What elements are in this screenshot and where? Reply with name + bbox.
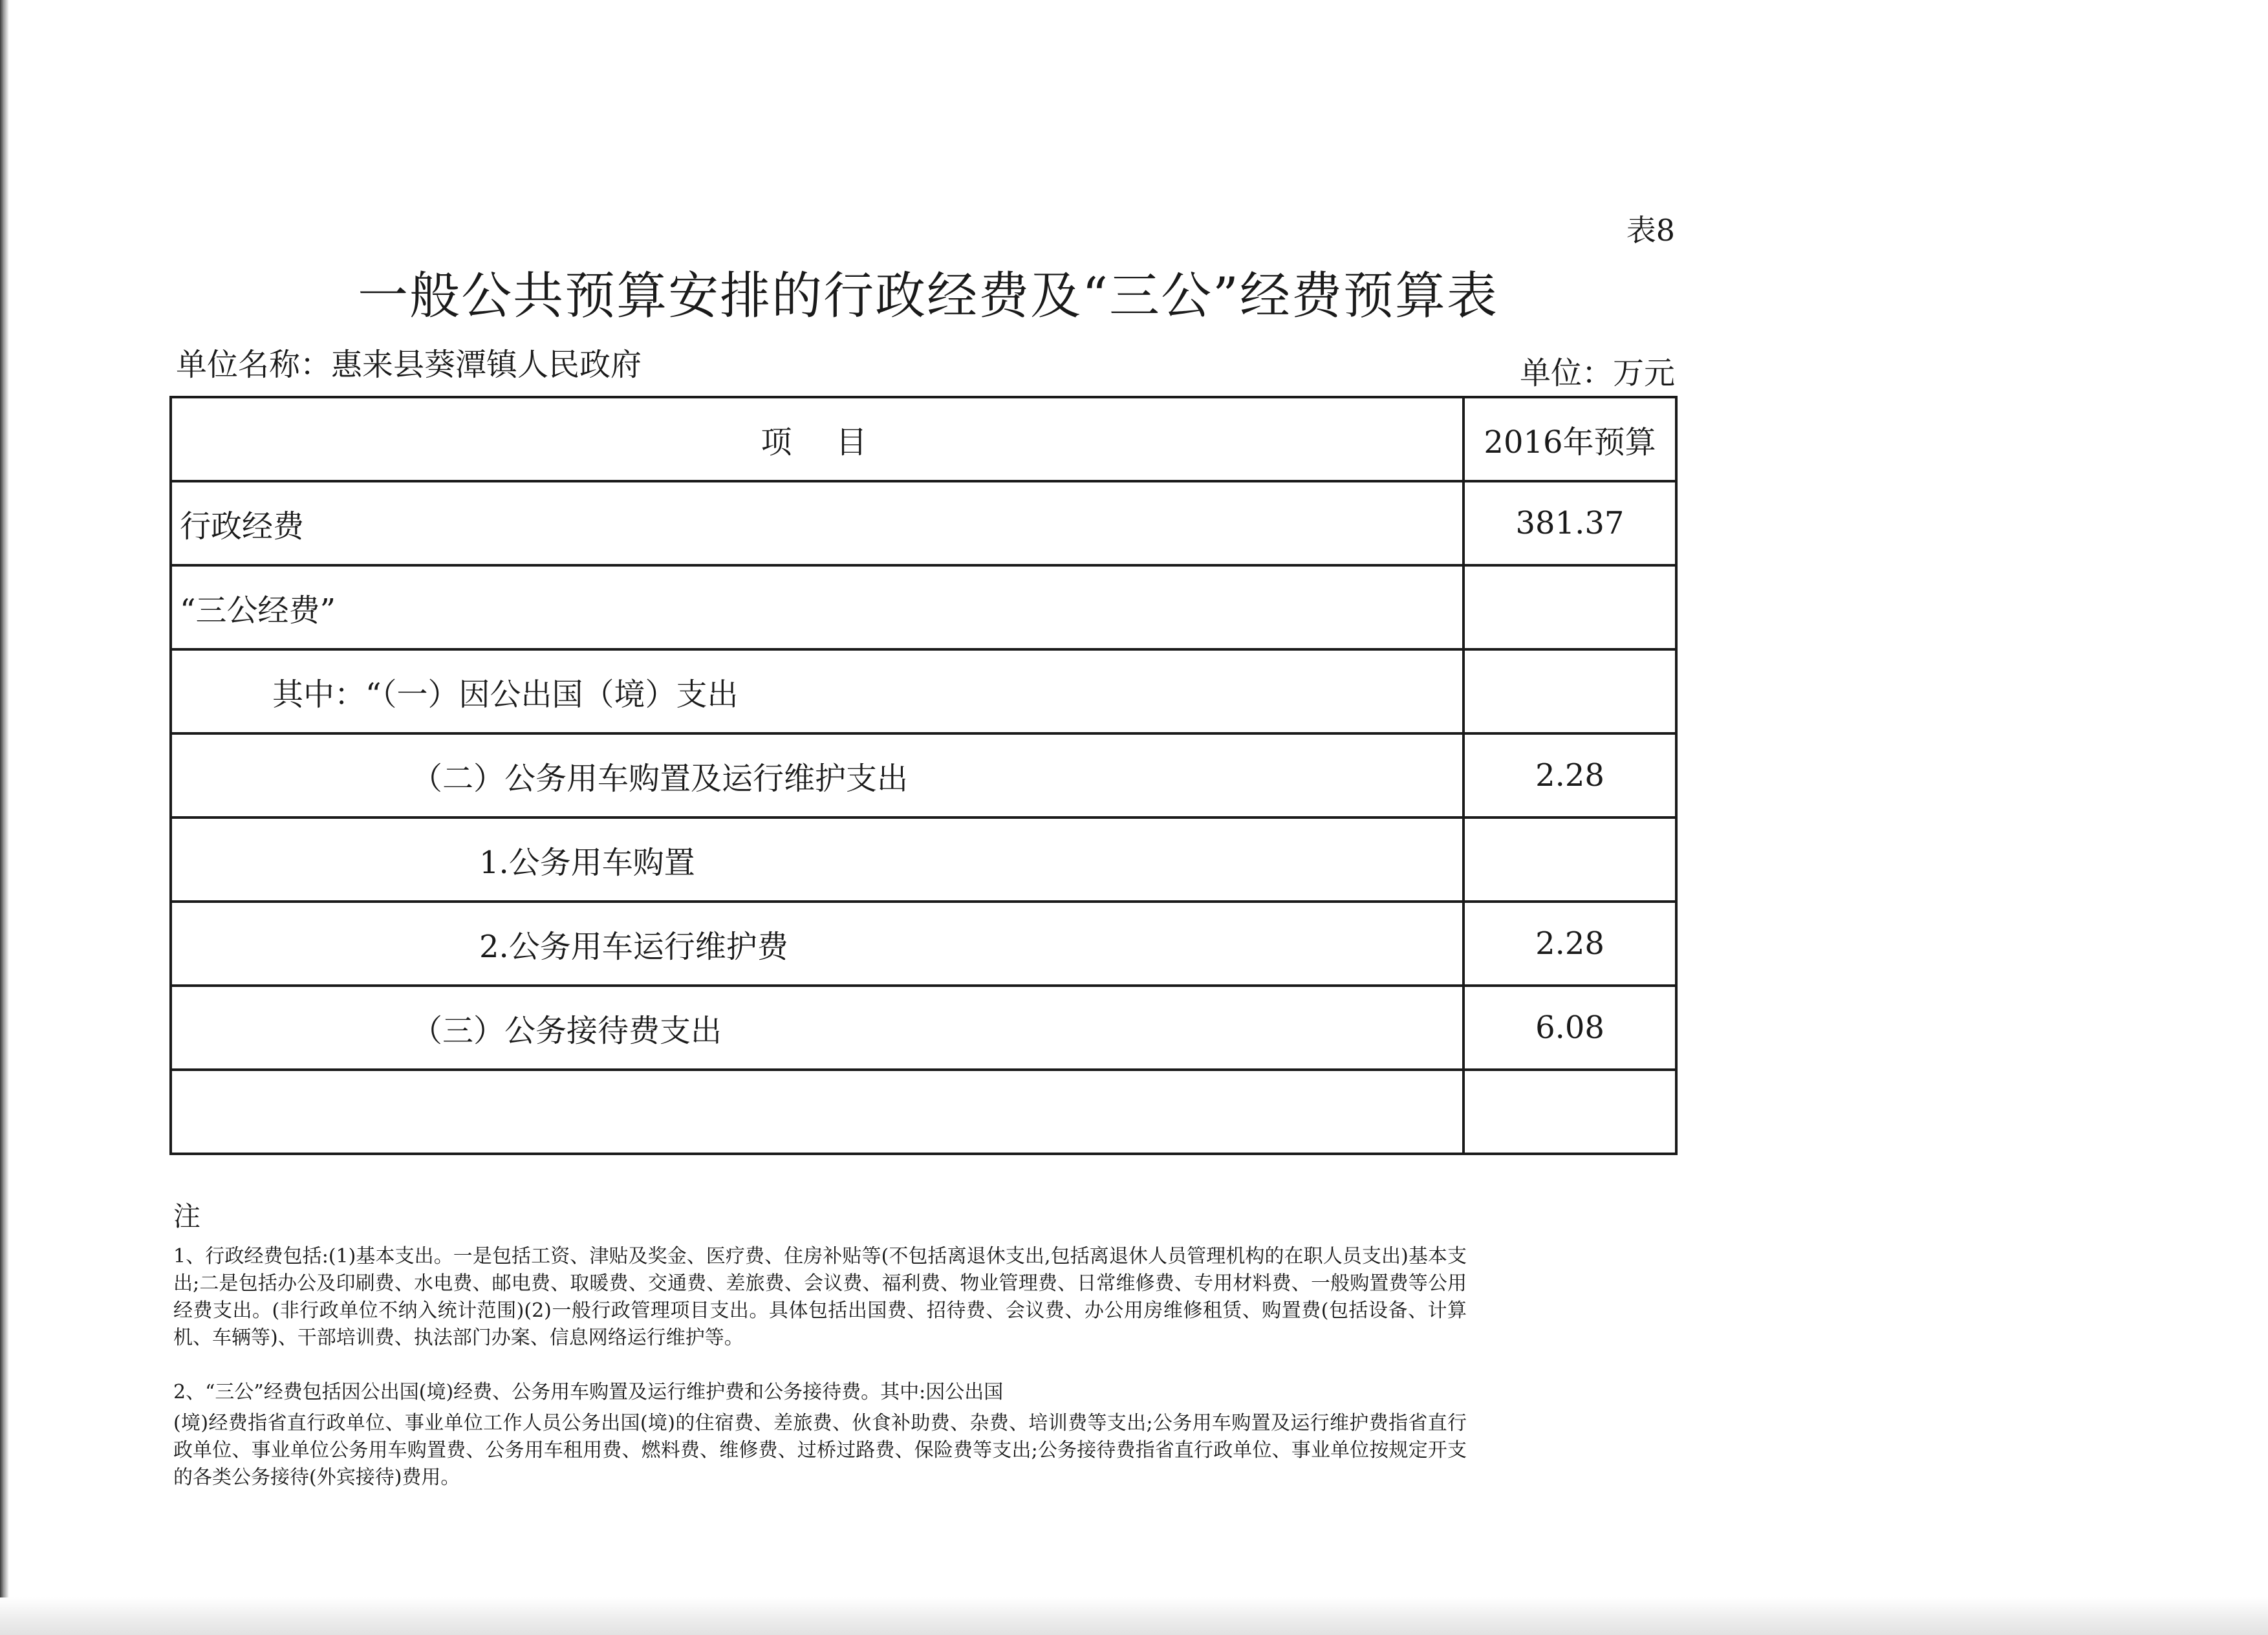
notes-heading: 注 bbox=[173, 1200, 201, 1232]
row-item-three-public: “三公经费” bbox=[171, 565, 1463, 649]
row-value bbox=[1463, 565, 1676, 649]
row-value: 2.28 bbox=[1463, 733, 1676, 817]
row-value bbox=[1463, 1070, 1676, 1154]
header-item: 项 目 bbox=[171, 397, 1463, 481]
note-three-public-intro: 2、“三公”经费包括因公出国(境)经费、公务用车购置及运行维护费和公务接待费。其中:因公出国 bbox=[173, 1381, 1004, 1403]
table-row bbox=[171, 649, 1676, 733]
table-row bbox=[171, 817, 1676, 902]
table-number: 表8 bbox=[1626, 213, 1675, 248]
table-row bbox=[171, 733, 1676, 817]
row-value bbox=[1463, 817, 1676, 902]
row-value bbox=[1463, 649, 1676, 733]
table-row bbox=[171, 902, 1676, 986]
unit-name: 单位名称：惠来县葵潭镇人民政府 bbox=[176, 347, 642, 383]
row-item-reception: （三）公务接待费支出 bbox=[171, 986, 1463, 1070]
header-budget-2016: 2016年预算 bbox=[1463, 397, 1676, 481]
row-item-empty bbox=[171, 1070, 1463, 1154]
scan-edge-bottom bbox=[0, 1597, 2268, 1635]
note-admin-expense: 1、行政经费包括:(1)基本支出。一是包括工资、津贴及奖金、医疗费、住房补贴等(不包括离退休支出,包括离退休人员管理机构的在职人员支出)基本支出;二是包括办公及印刷费、水电费、邮电费、取暖费、交通费、差旅费、会议费、福利费、物业管理费、日常维修费、专用材料费、一般购置费等公用经费支出。(非行政单位不纳入统计范围)(2)一般行政管理项目支出。具体包括出国费、招待费、会议费、办公用房维修租赁、购置费(包括设备、计算机、车辆等)、干部培训费、执法部门办案、信息网络运行维护等。 bbox=[173, 1245, 1467, 1349]
table-row bbox=[171, 565, 1676, 649]
row-item-vehicle-maintenance: 2.公务用车运行维护费 bbox=[171, 902, 1463, 986]
row-value: 381.37 bbox=[1463, 481, 1676, 565]
row-item-admin-expense: 行政经费 bbox=[171, 481, 1463, 565]
row-item-vehicle-purchase: 1.公务用车购置 bbox=[171, 817, 1463, 902]
note-three-public-detail: (境)经费指省直行政单位、事业单位工作人员公务出国(境)的住宿费、差旅费、伙食补助费、杂费、培训费等支出;公务用车购置及运行维护费指省直行政单位、事业单位公务用车购置费、公务用车租用费、燃料费、维修费、过桥过路费、保险费等支出;公务接待费指省直行政单位、事业单位按规定开支的各类公务接待(外宾接待)费用。 bbox=[173, 1412, 1467, 1489]
table-row bbox=[171, 481, 1676, 565]
row-item-vehicle: （二）公务用车购置及运行维护支出 bbox=[171, 733, 1463, 817]
scan-edge-left bbox=[0, 0, 9, 1635]
table-header-row bbox=[171, 397, 1676, 481]
row-value: 2.28 bbox=[1463, 902, 1676, 986]
budget-table bbox=[169, 396, 1678, 1155]
row-value: 6.08 bbox=[1463, 986, 1676, 1070]
document-title: 一般公共预算安排的行政经费及“三公”经费预算表 bbox=[358, 267, 1498, 325]
table-row bbox=[171, 986, 1676, 1070]
row-item-overseas: 其中：“（一）因公出国（境）支出 bbox=[171, 649, 1463, 733]
table-row bbox=[171, 1070, 1676, 1154]
currency-unit: 单位：万元 bbox=[1519, 355, 1675, 391]
